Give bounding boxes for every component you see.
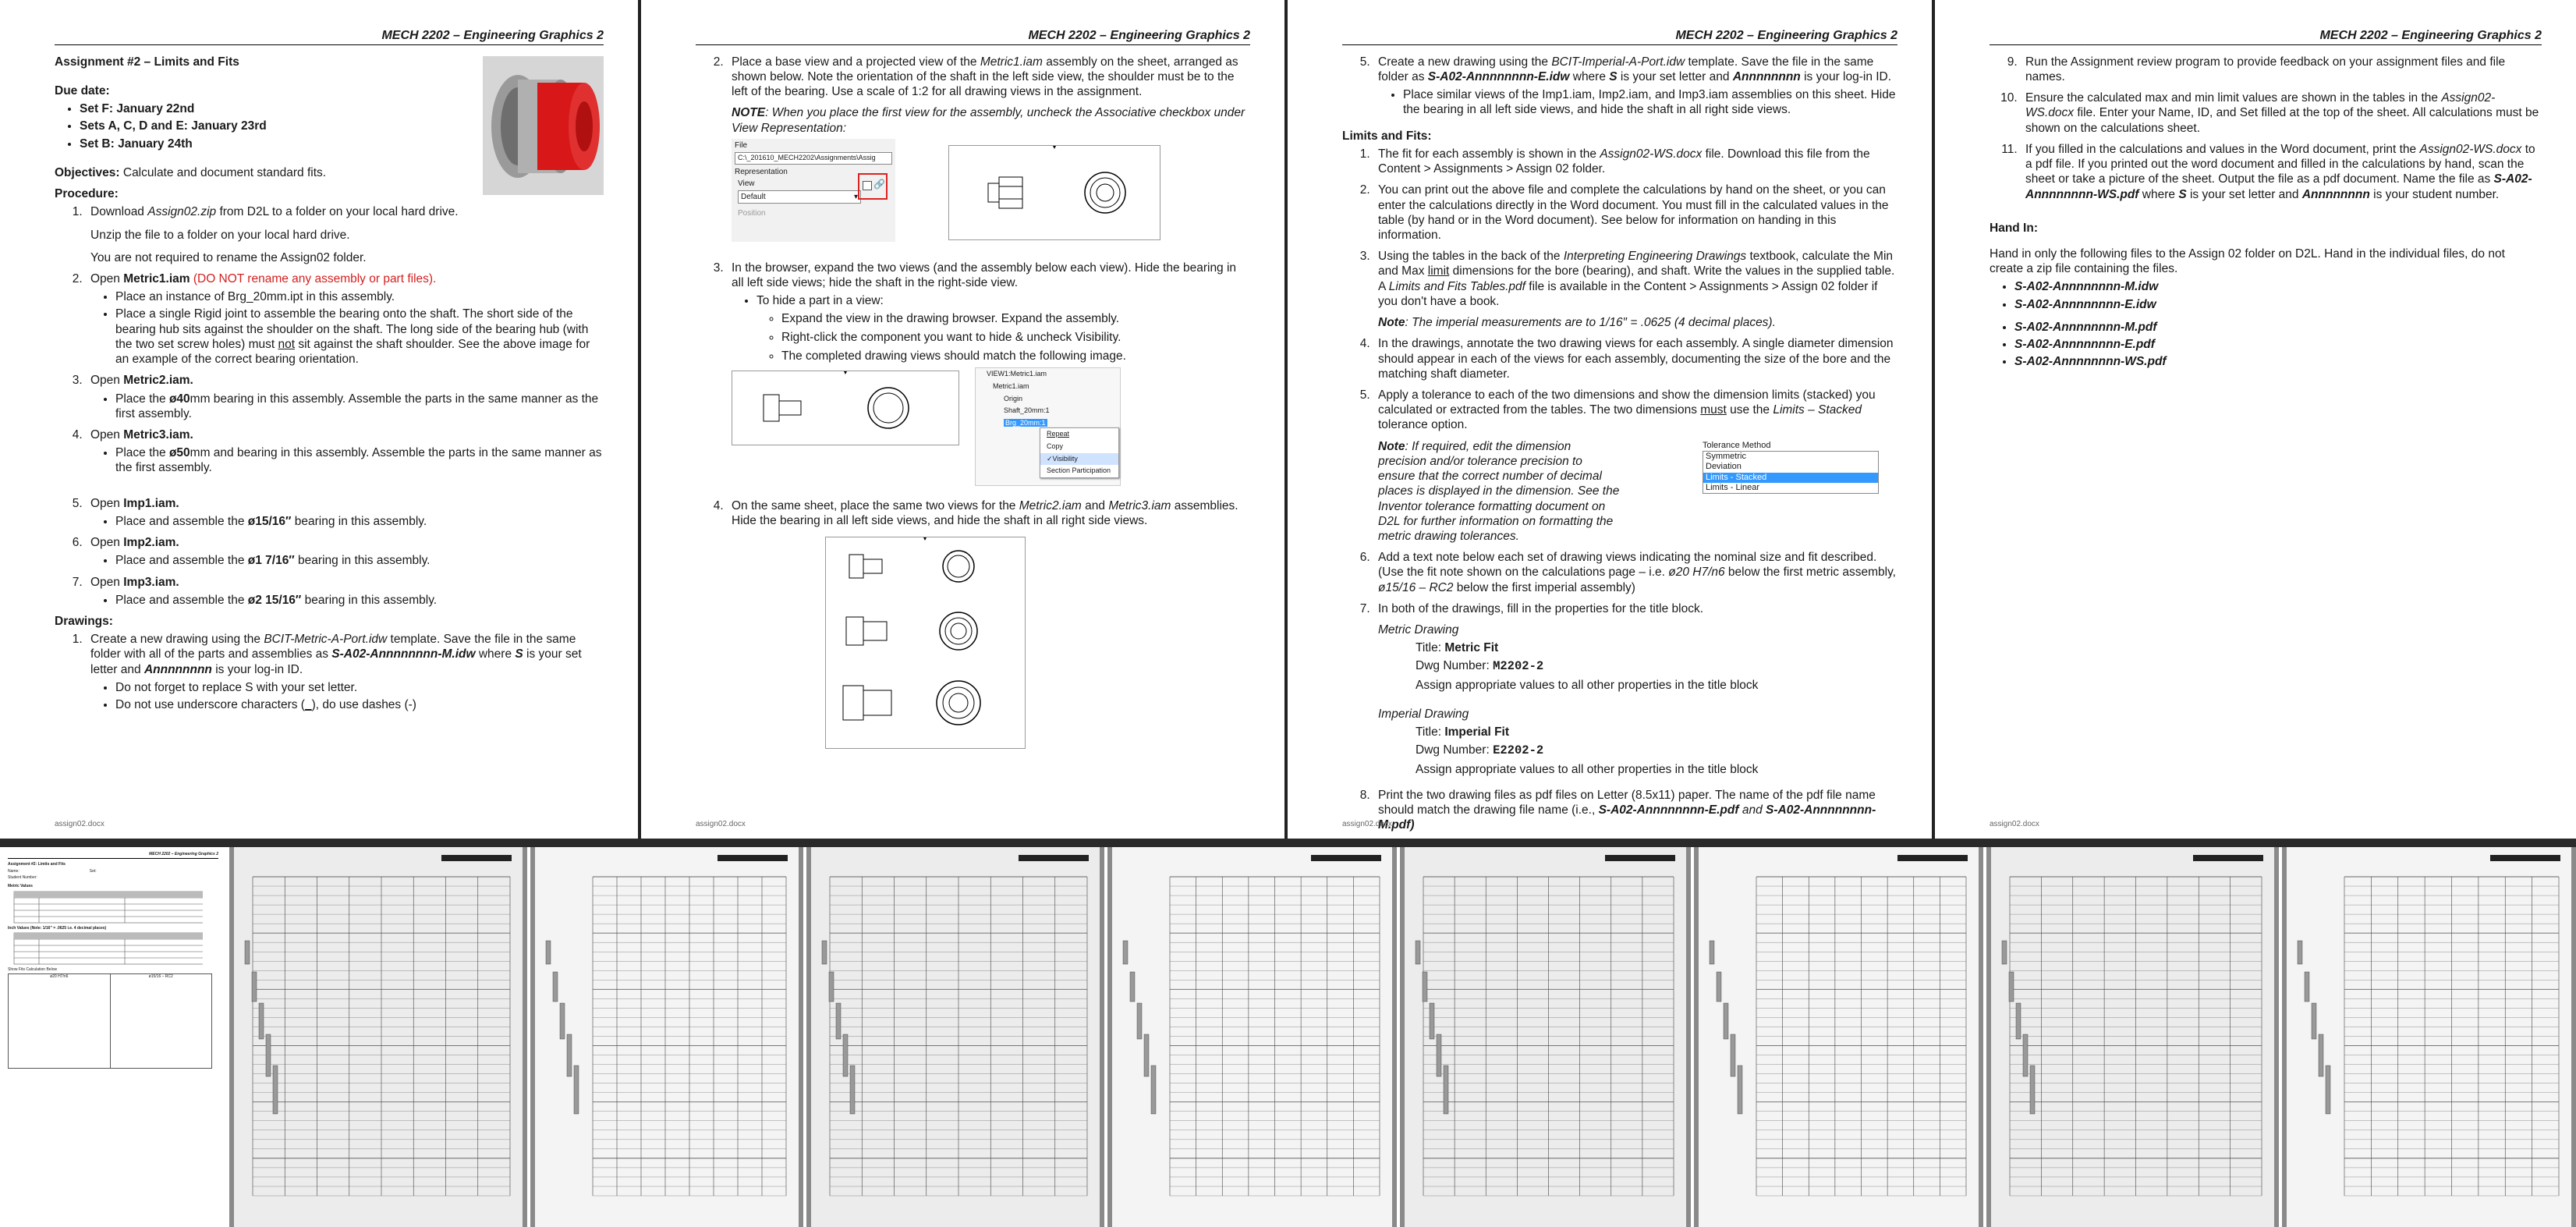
drawings-list bbox=[55, 632, 604, 712]
bullet: • Place the ø50mm and bearing in this assembly. Assemble the parts in the same manner as the first assembly. bbox=[115, 445, 604, 475]
tolerance-option[interactable]: Symmetric bbox=[1706, 452, 1746, 462]
bullet: • Place and assemble the ø2 15/16″ bearing in this assembly. bbox=[115, 593, 604, 608]
procedure-list-2 bbox=[55, 271, 604, 608]
context-menu bbox=[1040, 427, 1119, 478]
tolerance-option[interactable]: Limits - Linear bbox=[1706, 482, 1760, 492]
tolerance-option-selected[interactable]: Limits - Stacked bbox=[1703, 473, 1878, 483]
text: Assign appropriate values to all other properties in the title block bbox=[1416, 762, 1759, 776]
limits-fits-label: Limits and Fits: bbox=[1342, 129, 1432, 143]
tolerance-method-title: Tolerance Method bbox=[1703, 440, 1771, 450]
textbook-page-thumbnail bbox=[806, 847, 1104, 1227]
tolerance-option[interactable]: Deviation bbox=[1706, 462, 1742, 472]
lf-step-8: 8. Print the two drawing files as pdf files on Letter (8.5x11) paper. The name of the pdf file name should match the drawing file name (i.e., S-A02-Annnnnnnn-E.pdf and S-A02-Annnnnnnn-M.pdf) bbox=[1373, 788, 1897, 833]
page-footer: assign02.docx bbox=[1342, 819, 1392, 828]
lf-step-7: 7. In both of the drawings, fill in the properties for the title block. Metric Drawing Title: Metric Fit Dwg Number: M2202-2 Assign appropriate values to all other properties in the title block Imperial Drawing Title: Imperial Fit Dwg Number: E2202-2 Assign appropriate values to all other properties in the title block bbox=[1373, 601, 1897, 777]
ws-metric-label: Metric Values bbox=[8, 884, 33, 888]
three-assemblies-figure bbox=[825, 537, 1026, 749]
text: Open bbox=[90, 272, 124, 286]
lf-step-4: 4. In the drawings, annotate the two drawing views for each assembly. A single diameter dimension should appear in each of the views for each assembly, documenting the size of the bore and the matching shaft diameter. bbox=[1373, 336, 1897, 381]
worksheet-thumbnail bbox=[0, 847, 226, 1227]
page-3 bbox=[1288, 0, 1932, 839]
step-1 bbox=[86, 204, 471, 265]
file-item: • S-A02-Annnnnnnn-M.pdf bbox=[2014, 320, 2542, 335]
tree-item[interactable]: VIEW1:Metric1.iam bbox=[987, 370, 1047, 378]
file-name: Imp2.iam. bbox=[123, 536, 179, 550]
menu-item[interactable]: Repeat bbox=[1047, 430, 1070, 438]
page-footer: assign02.docx bbox=[55, 819, 105, 828]
due-item: • Set B: January 24th bbox=[80, 137, 604, 151]
page-header: MECH 2202 – Engineering Graphics 2 bbox=[1342, 28, 1897, 45]
textbook-page-thumbnail bbox=[530, 847, 803, 1227]
due-item: • Set F: January 22nd bbox=[80, 101, 604, 116]
bearing-image bbox=[483, 56, 604, 195]
tree-item[interactable]: Metric1.iam bbox=[993, 381, 1029, 390]
step-2: 2. Place a base view and a projected view of the Metric1.iam assembly on the sheet, arranged as shown below. Note the orientation of the shaft in the left side view, the shoulder must be to the left of the bearing. Use a scale of 1:2 for all drawing views in the assignment. NOTE: When you place the first view for the assembly, uncheck the Associative checkbox under View Representation: File C:\_201610_MECH2202\Assignments\Assig Representation View Default ▾ 🔗 Position bbox=[727, 55, 1250, 254]
file-item: • S-A02-Annnnnnnn-WS.pdf bbox=[2014, 354, 2542, 369]
text: Download bbox=[90, 205, 148, 219]
check-icon: ✓ bbox=[1047, 454, 1053, 463]
file-name: Metric2.iam. bbox=[123, 374, 193, 388]
lf-step-11: 11. If you filled in the calculations and values in the Word document, print the Assign02-WS.docx to a pdf file. If you printed out the word document and filled in the calculations by hand, scan the sheet or take a picture of the sheet. Output the file as a pdf document. Name the file as S-A02-Annnnnnnn-WS.pdf where S is your set letter and Annnnnnnn is your student number. bbox=[2021, 142, 2542, 202]
ws-title: Assignment #2: Limits and Fits bbox=[8, 861, 66, 867]
ws-inch-table bbox=[8, 931, 203, 966]
step-3: 3. Open Metric2.iam. • Place the ø40mm bearing in this assembly. Assemble the parts in the same manner as the first assembly. bbox=[86, 373, 604, 421]
drawing-step-1: 1. Create a new drawing using the BCIT-Metric-A-Port.idw template. Save the file in the same folder with all of the parts and assemblies as S-A02-Annnnnnnn-M.idw where S is your set letter and Annnnnnnn is your log-in ID. • Do not forget to replace S with your set letter. • Do not use underscore characters (_), do use dashes (-) bbox=[86, 632, 604, 712]
lf-step-5: 5. Apply a tolerance to each of the two dimensions and show the dimension limits (stacked) you calculated or extracted from the tables. The two dimensions must use the Limits – Stacked tolerance option. Tolerance Method Symmetric Deviation Limits - Stacked Limits - Linear Note: If required, edit the dimension precision and/or tolerance precision to ensure that the correct number of decimal places is displayed in the dimension. See the Inventor tolerance formatting document on D2L for further information on formatting the metric drawing tolerances. bbox=[1373, 388, 1897, 544]
menu-item-visibility[interactable]: ✓Visibility bbox=[1040, 453, 1118, 466]
bullet: • Place similar views of the Imp1.iam, Imp2.iam, and Imp3.iam assemblies on this sheet. Hide the bearing in all left side views, and hide the shaft in all right side views. bbox=[1403, 87, 1897, 117]
bullet: • Place an instance of Brg_20mm.ipt in this assembly. bbox=[115, 289, 604, 304]
page-header: MECH 2202 – Engineering Graphics 2 bbox=[696, 28, 1250, 45]
ws-header: MECH 2202 – Engineering Graphics 2 bbox=[8, 852, 218, 859]
step-5: 5. Open Imp1.iam. • Place and assemble the ø15/16″ bearing in this assembly. bbox=[86, 496, 604, 529]
chevron-down-icon: ▾ bbox=[853, 192, 858, 201]
lf-step-6: 6. Add a text note below each set of drawing views indicating the nominal size and fit described. (Use the fit note shown on the calculations page – i.e. ø20 H7/n6 below the first metric assembly, ø15/16 – RC2 below the first imperial assembly) bbox=[1373, 550, 1897, 595]
tree-item[interactable]: Origin bbox=[1004, 394, 1023, 402]
objectives-text: Calculate and document standard fits. bbox=[119, 165, 327, 179]
dialog-representation-label: Representation bbox=[735, 167, 788, 176]
procedure-label: Procedure: bbox=[55, 187, 119, 201]
lf-step-3: 3. Using the tables in the back of the Interpreting Engineering Drawings textbook, calculate the Min and Max limit dimensions for the bore (bearing), and shaft. Write the values in the supplied table. A Limits and Fits Tables.pdf file is available in the Content > Assignments > Assign 02 folder if you don't have a book. Note: The imperial measurements are to 1/16″ = .0625 (4 decimal places). bbox=[1373, 249, 1897, 330]
view-dropdown[interactable]: Default ▾ bbox=[738, 190, 861, 204]
ws-metric-table bbox=[8, 890, 203, 924]
imperial-drawing-label: Imperial Drawing bbox=[1378, 707, 1469, 721]
text: from D2L to a folder on your local hard drive. bbox=[216, 205, 459, 219]
file-name: Assign02.zip bbox=[147, 205, 217, 219]
dialog-file-label: File bbox=[735, 140, 748, 150]
tree-item[interactable]: Shaft_20mm:1 bbox=[1004, 406, 1050, 415]
ws-set-label: Set: bbox=[89, 869, 97, 874]
textbook-page-thumbnail bbox=[229, 847, 527, 1227]
file-item: • S-A02-Annnnnnnn-E.idw bbox=[2014, 297, 2542, 312]
bullet: • Place and assemble the ø1 7/16″ bearing in this assembly. bbox=[115, 553, 604, 568]
drawings-list bbox=[1342, 55, 1897, 118]
lf-step-2: 2. You can print out the above file and complete the calculations by hand on the sheet, or you can enter the calculations directly in the Word document. You must fill in the calculated values in the table (by hand or in the Word document). See below for information on handing in this information. bbox=[1373, 183, 1897, 243]
step-2 bbox=[86, 271, 604, 367]
tolerance-method-box bbox=[1703, 441, 1885, 494]
row-separator bbox=[0, 839, 2576, 847]
step-6: 6. Open Imp2.iam. • Place and assemble the ø1 7/16″ bearing in this assembly. bbox=[86, 535, 604, 568]
file-item: • S-A02-Annnnnnnn-E.pdf bbox=[2014, 337, 2542, 352]
due-item: • Sets A, C, D and E: January 23rd bbox=[80, 119, 604, 133]
textbook-page-thumbnail bbox=[1694, 847, 1983, 1227]
hidden-parts-figure bbox=[732, 371, 959, 445]
file-name: Metric3.iam. bbox=[123, 427, 193, 442]
associative-checkbox-highlight bbox=[858, 173, 888, 200]
ws-inch-label: Inch Values (Note: 1/16″ = .0625 i.e. 4 decimal places) bbox=[8, 925, 107, 931]
lf-step-10: 10. Ensure the calculated max and min limit values are shown in the tables in the Assign02-WS.docx file. Enter your Name, ID, and Set filled at the top of the sheet. All calculations must be shown on the calculations sheet. bbox=[2021, 90, 2542, 136]
file-name: Imp3.iam. bbox=[123, 575, 179, 589]
bullet: • Place a single Rigid joint to assemble the bearing onto the shaft. The short side of the bearing hub sits against the shoulder on the shaft. The long side of the bearing hub (with the two set screw holes) must not sit against the shaft shoulder. See the above image for an example of the correct bearing orientation. bbox=[115, 307, 604, 367]
textbook-page-thumbnail bbox=[1986, 847, 2279, 1227]
limits-list bbox=[1342, 147, 1897, 833]
page-1 bbox=[0, 0, 638, 839]
bullet: • Place the ø40mm bearing in this assembly. Assemble the parts in the same manner as the first assembly. bbox=[115, 392, 604, 421]
textbook-page-thumbnail bbox=[1400, 847, 1691, 1227]
bullet: • To hide a part in a view: ◦ Expand the view in the drawing browser. Expand the assembly. ◦ Right-click the component you want to hide & uncheck Visibility. ◦ The completed drawing views should match the following image. bbox=[757, 293, 1250, 363]
bullet: • Do not forget to replace S with your set letter. bbox=[115, 680, 604, 695]
due-label: Due date: bbox=[55, 84, 110, 98]
textbook-page-thumbnail bbox=[1107, 847, 1397, 1227]
sub-bullet: ◦ The completed drawing views should match the following image. bbox=[781, 349, 1250, 363]
dialog-view-label: View bbox=[738, 179, 755, 188]
assignment-title: Assignment #2 – Limits and Fits bbox=[55, 55, 239, 69]
drawing-step-5: 5. Create a new drawing using the BCIT-Imperial-A-Port.idw template. Save the file in the same folder as S-A02-Annnnnnnn-E.idw where S is your set letter and Annnnnnnn is your log-in ID. • Place similar views of the Imp1.iam, Imp2.iam, and Imp3.iam assemblies on this sheet. Hide the bearing in all left side views, and hide the shaft in all right side views. bbox=[1373, 55, 1897, 118]
ws-fit-cell: ø15/16 – RC2 bbox=[148, 973, 173, 979]
drawing-views-figure bbox=[948, 145, 1160, 240]
file-item: • S-A02-Annnnnnnn-M.idw bbox=[2014, 279, 2542, 294]
drawing-browser bbox=[975, 367, 1121, 486]
page-header: MECH 2202 – Engineering Graphics 2 bbox=[1990, 28, 2542, 45]
bullet: • Place and assemble the ø15/16″ bearing in this assembly. bbox=[115, 514, 604, 529]
sub-bullet: ◦ Right-click the component you want to hide & uncheck Visibility. bbox=[781, 330, 1250, 345]
page-2 bbox=[641, 0, 1284, 839]
step-3: 3. In the browser, expand the two views (and the assembly below each view). Hide the bearing in all left side views; hide the shaft in the right-side view. • To hide a part in a view: ◦ Expand the view in the drawing browser. Expand the assembly. ◦ Right-click the component you want to hide & uncheck Visibility. ◦ The completed drawing views should match the following image. VIEW1:Metric1.iam Metric1.iam Origin Shaft_20mm:1 Brg_20mm:1 Repeat Copy ✓Visibility Section Participation bbox=[727, 261, 1250, 492]
page-4 bbox=[1935, 0, 2576, 839]
page-footer: assign02.docx bbox=[696, 819, 746, 828]
ws-student-label: Student Number: bbox=[8, 874, 37, 880]
procedure-list bbox=[55, 204, 471, 265]
objectives-label: Objectives: bbox=[55, 165, 120, 179]
ws-name-label: Name: bbox=[8, 869, 19, 874]
step-7: 7. Open Imp3.iam. • Place and assemble the ø2 15/16″ bearing in this assembly. bbox=[86, 575, 604, 608]
associative-checkbox[interactable] bbox=[863, 181, 872, 190]
step-4: 4. Open Metric3.iam. • Place the ø50mm and bearing in this assembly. Assemble the parts in the same manner as the first assembly. bbox=[86, 427, 604, 476]
sub-bullet: ◦ Expand the view in the drawing browser. Expand the assembly. bbox=[781, 311, 1250, 326]
drawings-label: Drawings: bbox=[55, 614, 113, 628]
bullet: • Do not use underscore characters (_), do use dashes (-) bbox=[115, 697, 604, 712]
limits-list bbox=[1990, 55, 2542, 202]
page-header: MECH 2202 – Engineering Graphics 2 bbox=[55, 28, 604, 45]
step-4: 4. On the same sheet, place the same two views for the Metric2.iam and Metric3.iam assemblies. Hide the bearing in all left side views, and hide the shaft in all right side views. bbox=[727, 498, 1250, 748]
link-icon: 🔗 bbox=[873, 178, 885, 190]
textbook-page-thumbnail bbox=[2282, 847, 2576, 1227]
text: Unzip the file to a folder on your local hard drive. bbox=[90, 228, 350, 242]
procedure-list bbox=[696, 55, 1250, 749]
file-path-field[interactable]: C:\_201610_MECH2202\Assignments\Assig bbox=[735, 152, 892, 165]
text: Assign appropriate values to all other properties in the title block bbox=[1416, 678, 1759, 692]
hand-in-label: Hand In: bbox=[1990, 221, 2038, 235]
hand-in-files-pdf bbox=[1990, 320, 2542, 370]
page-footer: assign02.docx bbox=[1990, 819, 2039, 828]
ws-fit-label: Show Fits Calculation Below bbox=[8, 967, 58, 972]
menu-item[interactable]: Section Participation bbox=[1047, 466, 1111, 475]
file-name: Metric1.iam bbox=[123, 272, 190, 286]
lf-step-1: 1. The fit for each assembly is shown in the Assign02-WS.docx file. Download this file from the Content > Assignments > Assign 02 folder. bbox=[1373, 147, 1897, 176]
text: You are not required to rename the Assign02 folder. bbox=[90, 250, 367, 264]
ws-fit-cell: ø20 H7/n6 bbox=[9, 974, 111, 1068]
lf-step-9: 9. Run the Assignment review program to provide feedback on your assignment files and file names. bbox=[2021, 55, 2542, 84]
file-name: Imp1.iam. bbox=[123, 496, 179, 510]
hand-in-files bbox=[1990, 279, 2542, 311]
tree-item-selected[interactable]: Brg_20mm:1 bbox=[1005, 419, 1046, 427]
representation-dialog bbox=[732, 139, 895, 242]
hand-in-text: Hand in only the following files to the Assign 02 folder on D2L. Hand in the individual files, do not create a zip file containing the files. bbox=[1990, 247, 2505, 276]
dialog-position-label: Position bbox=[738, 208, 766, 218]
menu-item[interactable]: Copy bbox=[1047, 442, 1064, 450]
metric-drawing-label: Metric Drawing bbox=[1378, 623, 1459, 637]
warning-text: (DO NOT rename any assembly or part files). bbox=[190, 272, 437, 286]
